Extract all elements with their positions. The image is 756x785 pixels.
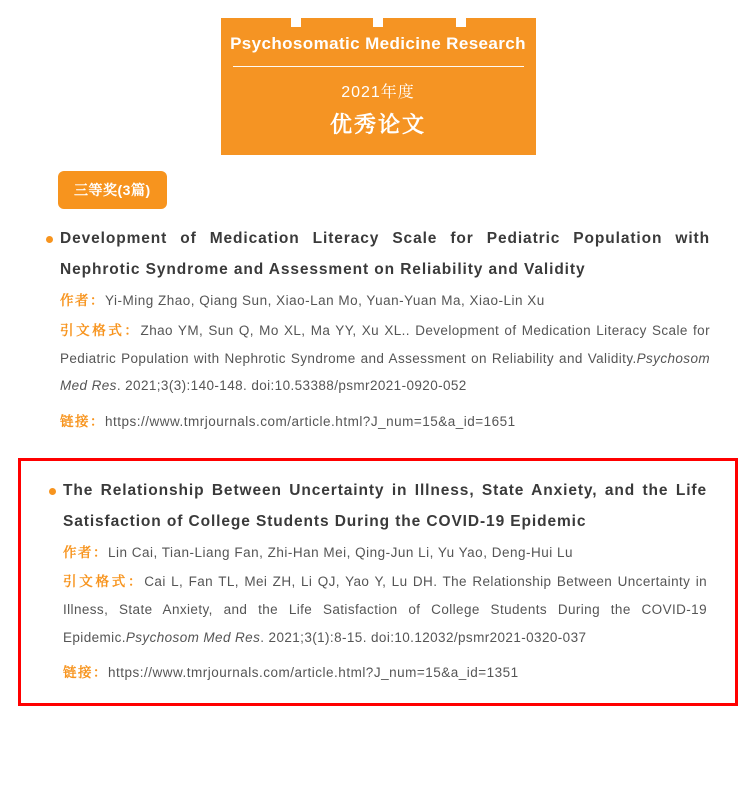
entry-authors [46, 287, 710, 315]
entry-authors [49, 539, 707, 567]
entry-link [46, 408, 710, 436]
list-item-highlighted [18, 458, 738, 706]
journal-title: Psychosomatic Medicine Research [230, 34, 526, 53]
bullet-icon [46, 236, 53, 243]
citation-text-part2: . 2021;3(1):8-15. doi:10.12032/psmr2021-0320-037 [260, 629, 587, 645]
entry-list [0, 215, 756, 706]
award-tag: 三等奖(3篇) [58, 171, 167, 209]
citation-label: 引文格式： [60, 323, 141, 339]
citation-journal: Psychosom Med Res [60, 350, 710, 394]
citation-text-part1: Cai L, Fan TL, Mei ZH, Li QJ, Yao Y, Lu DH. The Relationship Between Uncertainty in Illness, State Anxiety, and the Life Satisfaction of College Students During the COVID-19 Epidemic. [63, 574, 707, 645]
citation-journal: Psychosom Med Res [125, 629, 261, 645]
header-banner [221, 18, 536, 155]
entry-title-text: Development of Medication Literacy Scale for Pediatric Population with Nephrotic Syndrome and Assessment on Reliability and Validity [60, 230, 710, 279]
header-banner-container [0, 0, 756, 155]
entry-title [49, 475, 707, 537]
authors-value: Yi-Ming Zhao, Qiang Sun, Xiao-Lan Mo, Yuan-Yuan Ma, Xiao-Lin Xu [105, 293, 545, 309]
citation-label: 引文格式： [63, 574, 145, 590]
citation-text-part2: . 2021;3(3):140-148. doi:10.53388/psmr2021-0920-052 [116, 378, 467, 394]
authors-value: Lin Cai, Tian-Liang Fan, Zhi-Han Mei, Qing-Jun Li, Yu Yao, Deng-Hui Lu [108, 544, 573, 560]
bullet-icon [49, 488, 56, 495]
entry-title-text: The Relationship Between Uncertainty in Illness, State Anxiety, and the Life Satisfaction of College Students During the COVID-19 Epidemic [63, 481, 707, 530]
list-item [18, 215, 738, 445]
authors-label: 作者： [60, 293, 105, 309]
entry-link [49, 659, 707, 687]
banner-year: 2021年度 [341, 84, 415, 102]
link-label: 链接： [60, 414, 105, 430]
link-url[interactable]: https://www.tmrjournals.com/article.html?J_num=15&a_id=1351 [108, 665, 519, 681]
authors-label: 作者： [63, 544, 108, 560]
banner-notch-icon [291, 18, 301, 27]
banner-notch-icon [456, 18, 466, 27]
link-url[interactable]: https://www.tmrjournals.com/article.html?J_num=15&a_id=1651 [105, 414, 516, 430]
entry-citation [46, 317, 710, 400]
entry-citation [49, 568, 707, 651]
award-tag-container [0, 155, 756, 215]
entry-title [46, 223, 710, 285]
banner-divider [233, 66, 524, 67]
citation-text-part1: Zhao YM, Sun Q, Mo XL, Ma YY, Xu XL.. Development of Medication Literacy Scale for Pediatric Population with Nephrotic Syndrome and Assessment on Reliability and Validity. [60, 323, 710, 366]
link-label: 链接： [63, 665, 108, 681]
banner-subtitle: 优秀论文 [329, 112, 426, 138]
banner-notch-icon [373, 18, 383, 27]
